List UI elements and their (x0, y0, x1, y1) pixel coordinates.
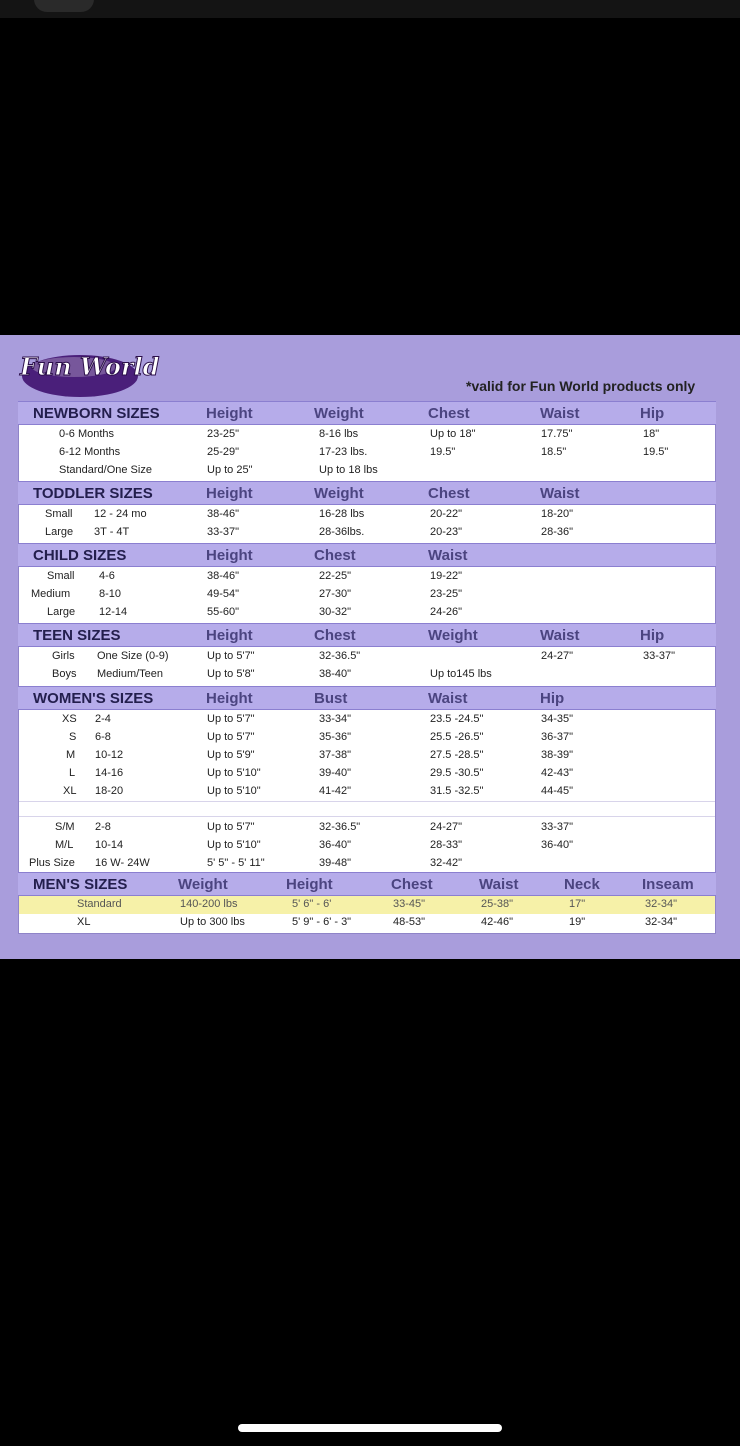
column-header: Weight (178, 876, 228, 893)
column-header: Waist (479, 876, 519, 893)
table-cell: 27-30" (319, 588, 352, 600)
table-cell: 39-40" (319, 767, 352, 779)
table-cell: 24-26" (430, 606, 463, 618)
table-cell: 36-40" (541, 839, 574, 851)
column-header: Hip (540, 690, 565, 707)
table-cell: 5' 5" - 5' 11" (207, 857, 265, 869)
table-cell: 23.5 -24.5" (430, 713, 484, 725)
table-cell: 18-20" (541, 508, 574, 520)
table-cell: Up to 5'10" (207, 767, 261, 779)
column-header: Inseam (642, 876, 694, 893)
table-cell: 34-35" (541, 713, 574, 725)
column-header: Neck (564, 876, 600, 893)
validity-note: *valid for Fun World products only (466, 378, 696, 394)
table-cell: 48-53" (393, 916, 426, 928)
column-header: Height (206, 690, 253, 707)
table-cell: 32-34" (645, 898, 678, 910)
column-header: Waist (428, 547, 468, 564)
size-label: 0-6 Months (59, 428, 115, 440)
size-label: L (69, 767, 76, 779)
table-row (19, 765, 715, 783)
table-cell: Up to 25" (207, 464, 253, 476)
table-row (19, 586, 715, 604)
table-cell: Up to 5'9" (207, 749, 255, 761)
table-cell: 19" (569, 916, 586, 928)
top-status-bar (0, 0, 740, 18)
table-row (19, 729, 715, 747)
size-range: 6-8 (95, 731, 111, 743)
row-divider (19, 816, 715, 817)
size-label: Standard/One Size (59, 464, 152, 476)
size-range: 2-8 (95, 821, 111, 833)
size-label: XL (77, 916, 91, 928)
table-cell: 8-16 lbs (319, 428, 359, 440)
table-cell: 33-34" (319, 713, 352, 725)
size-label: Large (47, 606, 76, 618)
size-label: 6-12 Months (59, 446, 121, 458)
table-cell: 5' 6" - 6' (292, 898, 332, 910)
table-cell: 44-45" (541, 785, 574, 797)
table-row (19, 568, 715, 586)
table-cell: 17" (569, 898, 586, 910)
section-header-newborn (18, 401, 716, 425)
section-title: TEEN SIZES (33, 627, 121, 644)
section-header-child (18, 543, 716, 567)
table-cell: 33-45" (393, 898, 426, 910)
table-cell: 19.5" (430, 446, 456, 458)
column-header: Waist (540, 485, 580, 502)
size-label: S (69, 731, 77, 743)
table-cell: 33-37" (643, 650, 676, 662)
table-cell: 42-43" (541, 767, 574, 779)
table-cell: 22-25" (319, 570, 352, 582)
size-label: S/M (55, 821, 75, 833)
column-header: Waist (540, 627, 580, 644)
column-header: Weight (314, 405, 364, 422)
size-label: XS (62, 713, 77, 725)
fun-world-logo (14, 343, 160, 399)
table-row (19, 426, 715, 444)
table-row (19, 783, 715, 801)
column-header: Waist (540, 405, 580, 422)
table-cell: 18" (643, 428, 660, 440)
table-cell: 25-29" (207, 446, 240, 458)
table-cell: Up to 5'8" (207, 668, 255, 680)
section-header-women (18, 686, 716, 710)
table-cell: 32-36.5" (319, 821, 361, 833)
size-label: XL (63, 785, 77, 797)
table-cell: 23-25" (430, 588, 463, 600)
table-row (19, 837, 715, 855)
size-label: Plus Size (29, 857, 75, 869)
table-cell: 31.5 -32.5" (430, 785, 484, 797)
column-header: Hip (640, 627, 665, 644)
table-cell: 32-34" (645, 916, 678, 928)
table-cell: Up to 5'10" (207, 785, 261, 797)
table-cell: 17.75" (541, 428, 573, 440)
table-cell: 28-36" (541, 526, 574, 538)
table-cell: 140-200 lbs (180, 898, 238, 910)
column-header: Weight (428, 627, 478, 644)
size-range: 14-16 (95, 767, 124, 779)
column-header: Height (286, 876, 333, 893)
size-label: Boys (52, 668, 77, 680)
table-cell: 25-38" (481, 898, 514, 910)
size-range: 3T - 4T (94, 526, 130, 538)
size-label: Small (45, 508, 73, 520)
size-range: 4-6 (99, 570, 115, 582)
table-row (19, 855, 715, 873)
table-cell: 32-42" (430, 857, 463, 869)
size-range: 8-10 (99, 588, 122, 600)
table-cell: Up to 18 lbs (319, 464, 378, 476)
size-range: 12 - 24 mo (94, 508, 147, 520)
table-cell: 39-48" (319, 857, 352, 869)
size-range: 2-4 (95, 713, 111, 725)
table-cell: 38-46" (207, 508, 240, 520)
table-cell: 28-33" (430, 839, 463, 851)
section-header-teen (18, 623, 716, 647)
row-divider (19, 801, 715, 802)
size-range: 12-14 (99, 606, 128, 618)
table-cell: 17-23 lbs. (319, 446, 368, 458)
table-cell: 33-37" (541, 821, 574, 833)
size-range: 10-14 (95, 839, 124, 851)
table-row (19, 666, 715, 684)
table-row (19, 462, 715, 480)
table-cell: 42-46" (481, 916, 514, 928)
section-title: NEWBORN SIZES (33, 405, 160, 422)
table-cell: 24-27" (430, 821, 463, 833)
size-label: Medium (31, 588, 71, 600)
table-cell: Up to 5'7" (207, 731, 255, 743)
column-header: Weight (314, 485, 364, 502)
table-cell: 18.5" (541, 446, 567, 458)
table-cell: 29.5 -30.5" (430, 767, 484, 779)
table-cell: Up to 5'7" (207, 713, 255, 725)
table-cell: 19-22" (430, 570, 463, 582)
table-row (19, 711, 715, 729)
table-cell: 36-40" (319, 839, 352, 851)
home-indicator[interactable] (238, 1424, 502, 1432)
table-cell: 35-36" (319, 731, 352, 743)
status-pill (34, 0, 94, 12)
table-cell: 23-25" (207, 428, 240, 440)
table-row (19, 506, 715, 524)
table-cell: Up to 300 lbs (180, 916, 245, 928)
size-label: Small (47, 570, 75, 582)
table-cell: 20-23" (430, 526, 463, 538)
table-cell: 27.5 -28.5" (430, 749, 484, 761)
table-cell: 25.5 -26.5" (430, 731, 484, 743)
table-row (19, 604, 715, 622)
table-cell: 19.5" (643, 446, 669, 458)
table-cell: 38-40" (319, 668, 352, 680)
section-title: TODDLER SIZES (33, 485, 153, 502)
table-row-highlighted (19, 896, 715, 914)
size-range: Medium/Teen (97, 668, 164, 680)
size-label: Standard (77, 898, 122, 910)
column-header: Height (206, 485, 253, 502)
table-cell: 20-22" (430, 508, 463, 520)
section-title: CHILD SIZES (33, 547, 127, 564)
table-cell: 38-46" (207, 570, 240, 582)
table-row (19, 819, 715, 837)
section-header-men (18, 872, 716, 896)
column-header: Chest (314, 547, 356, 564)
table-row (19, 444, 715, 462)
table-cell: 36-37" (541, 731, 574, 743)
table-cell: 37-38" (319, 749, 352, 761)
size-range: 10-12 (95, 749, 124, 761)
table-row (19, 648, 715, 666)
column-header: Height (206, 405, 253, 422)
column-header: Chest (391, 876, 433, 893)
table-cell: 5' 9" - 6' - 3" (292, 916, 352, 928)
table-cell: Up to145 lbs (430, 668, 492, 680)
column-header: Chest (428, 405, 470, 422)
size-label: M (66, 749, 76, 761)
column-header: Bust (314, 690, 348, 707)
table-cell: 28-36lbs. (319, 526, 365, 538)
size-label: Girls (52, 650, 75, 662)
table-cell: 41-42" (319, 785, 352, 797)
column-header: Hip (640, 405, 665, 422)
table-row (19, 524, 715, 542)
column-header: Chest (314, 627, 356, 644)
table-cell: 49-54" (207, 588, 240, 600)
table-cell: 30-32" (319, 606, 352, 618)
section-title: WOMEN'S SIZES (33, 690, 154, 707)
size-range: 18-20 (95, 785, 124, 797)
size-label: Large (45, 526, 74, 538)
section-header-toddler (18, 481, 716, 505)
section-title: MEN'S SIZES (33, 876, 128, 893)
table-cell: 33-37" (207, 526, 240, 538)
table-row (19, 747, 715, 765)
table-row (19, 914, 715, 932)
size-range: One Size (0-9) (97, 650, 169, 662)
table-cell: Up to 18" (430, 428, 476, 440)
column-header: Height (206, 547, 253, 564)
table-cell: Up to 5'7" (207, 650, 255, 662)
table-cell: 24-27" (541, 650, 574, 662)
table-cell: 16-28 lbs (319, 508, 365, 520)
column-header: Chest (428, 485, 470, 502)
size-range: 16 W- 24W (95, 857, 150, 869)
size-label: M/L (55, 839, 74, 851)
column-header: Waist (428, 690, 468, 707)
table-cell: Up to 5'10" (207, 839, 261, 851)
table-cell: 38-39" (541, 749, 574, 761)
table-cell: Up to 5'7" (207, 821, 255, 833)
svg-text:Fun World: Fun World (20, 352, 160, 381)
table-cell: 55-60" (207, 606, 240, 618)
column-header: Height (206, 627, 253, 644)
table-cell: 32-36.5" (319, 650, 361, 662)
